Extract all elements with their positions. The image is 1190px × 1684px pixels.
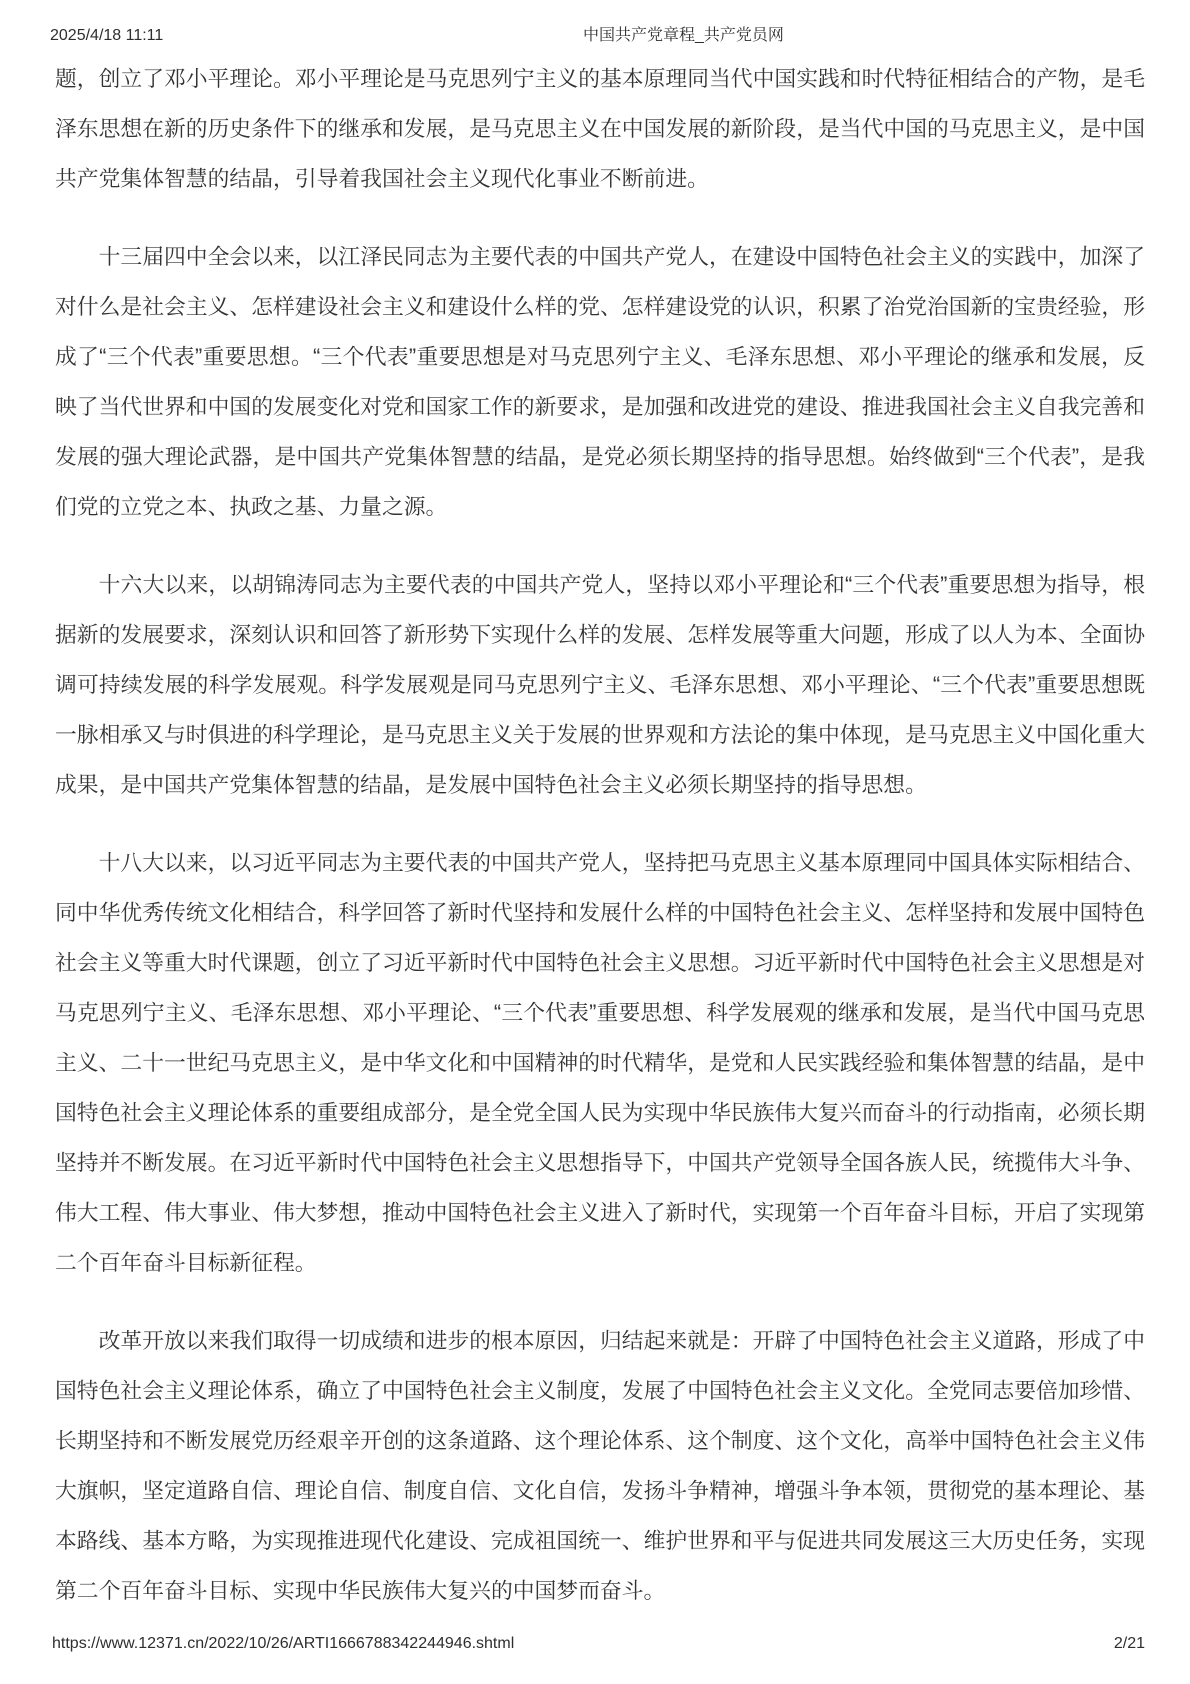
paragraph: 十六大以来，以胡锦涛同志为主要代表的中国共产党人，坚持以邓小平理论和“三个代表”重要思想为指导，根据新的发展要求，深刻认识和回答了新形势下实现什么样的发展、怎样发展等重大问题，形成了以人为本、全面协调可持续发展的科学发展观。科学发展观是同马克思列宁主义、毛泽东思想、邓小平理论、“三个代表”重要思想既一脉相承又与时俱进的科学理论，是马克思主义关于发展的世界观和方法论的集中体现，是马克思主义中国化重大成果，是中国共产党集体智慧的结晶，是发展中国特色社会主义必须长期坚持的指导思想。 xyxy=(55,572,1145,797)
print-datetime: 2025/4/18 11:11 xyxy=(50,27,164,44)
paragraph: 题，创立了邓小平理论。邓小平理论是马克思列宁主义的基本原理同当代中国实践和时代特征相结合的产物，是毛泽东思想在新的历史条件下的继承和发展，是马克思主义在中国发展的新阶段，是当代中国的马克思主义，是中国共产党集体智慧的结晶，引导着我国社会主义现代化事业不断前进。 xyxy=(55,66,1145,191)
print-header xyxy=(50,26,1145,46)
paragraph: 改革开放以来我们取得一切成绩和进步的根本原因，归结起来就是：开辟了中国特色社会主义道路，形成了中国特色社会主义理论体系，确立了中国特色社会主义制度，发展了中国特色社会主义文化。全党同志要倍加珍惜、长期坚持和不断发展党历经艰辛开创的这条道路、这个理论体系、这个制度、这个文化，高举中国特色社会主义伟大旗帜，坚定道路自信、理论自信、制度自信、文化自信，发扬斗争精神，增强斗争本领，贯彻党的基本理论、基本路线、基本方略，为实现推进现代化建设、完成祖国统一、维护世界和平与促进共同发展这三大历史任务，实现第二个百年奋斗目标、实现中华民族伟大复兴的中国梦而奋斗。 xyxy=(55,1328,1145,1603)
footer-page-number: 2/21 xyxy=(1113,1635,1145,1652)
footer-url: https://www.12371.cn/2022/10/26/ARTI1666788342244946.shtml xyxy=(52,1635,515,1652)
document-body xyxy=(55,54,1145,1616)
paragraph: 十三届四中全会以来，以江泽民同志为主要代表的中国共产党人，在建设中国特色社会主义的实践中，加深了对什么是社会主义、怎样建设社会主义和建设什么样的党、怎样建设党的认识，积累了治党治国新的宝贵经验，形成了“三个代表”重要思想。“三个代表”重要思想是对马克思列宁主义、毛泽东思想、邓小平理论的继承和发展，反映了当代世界和中国的发展变化对党和国家工作的新要求，是加强和改进党的建设、推进我国社会主义自我完善和发展的强大理论武器，是中国共产党集体智慧的结晶，是党必须长期坚持的指导思想。始终做到“三个代表”，是我们党的立党之本、执政之基、力量之源。 xyxy=(55,244,1145,519)
print-footer xyxy=(52,1634,1145,1654)
paragraph: 十八大以来，以习近平同志为主要代表的中国共产党人，坚持把马克思主义基本原理同中国具体实际相结合、同中华优秀传统文化相结合，科学回答了新时代坚持和发展什么样的中国特色社会主义、怎样坚持和发展中国特色社会主义等重大时代课题，创立了习近平新时代中国特色社会主义思想。习近平新时代中国特色社会主义思想是对马克思列宁主义、毛泽东思想、邓小平理论、“三个代表”重要思想、科学发展观的继承和发展，是当代中国马克思主义、二十一世纪马克思主义，是中华文化和中国精神的时代精华，是党和人民实践经验和集体智慧的结晶，是中国特色社会主义理论体系的重要组成部分，是全党全国人民为实现中华民族伟大复兴而奋斗的行动指南，必须长期坚持并不断发展。在习近平新时代中国特色社会主义思想指导下，中国共产党领导全国各族人民，统揽伟大斗争、伟大工程、伟大事业、伟大梦想，推动中国特色社会主义进入了新时代，实现第一个百年奋斗目标，开启了实现第二个百年奋斗目标新征程。 xyxy=(55,850,1145,1275)
print-title: 中国共产党章程_共产党员网 xyxy=(583,27,784,44)
